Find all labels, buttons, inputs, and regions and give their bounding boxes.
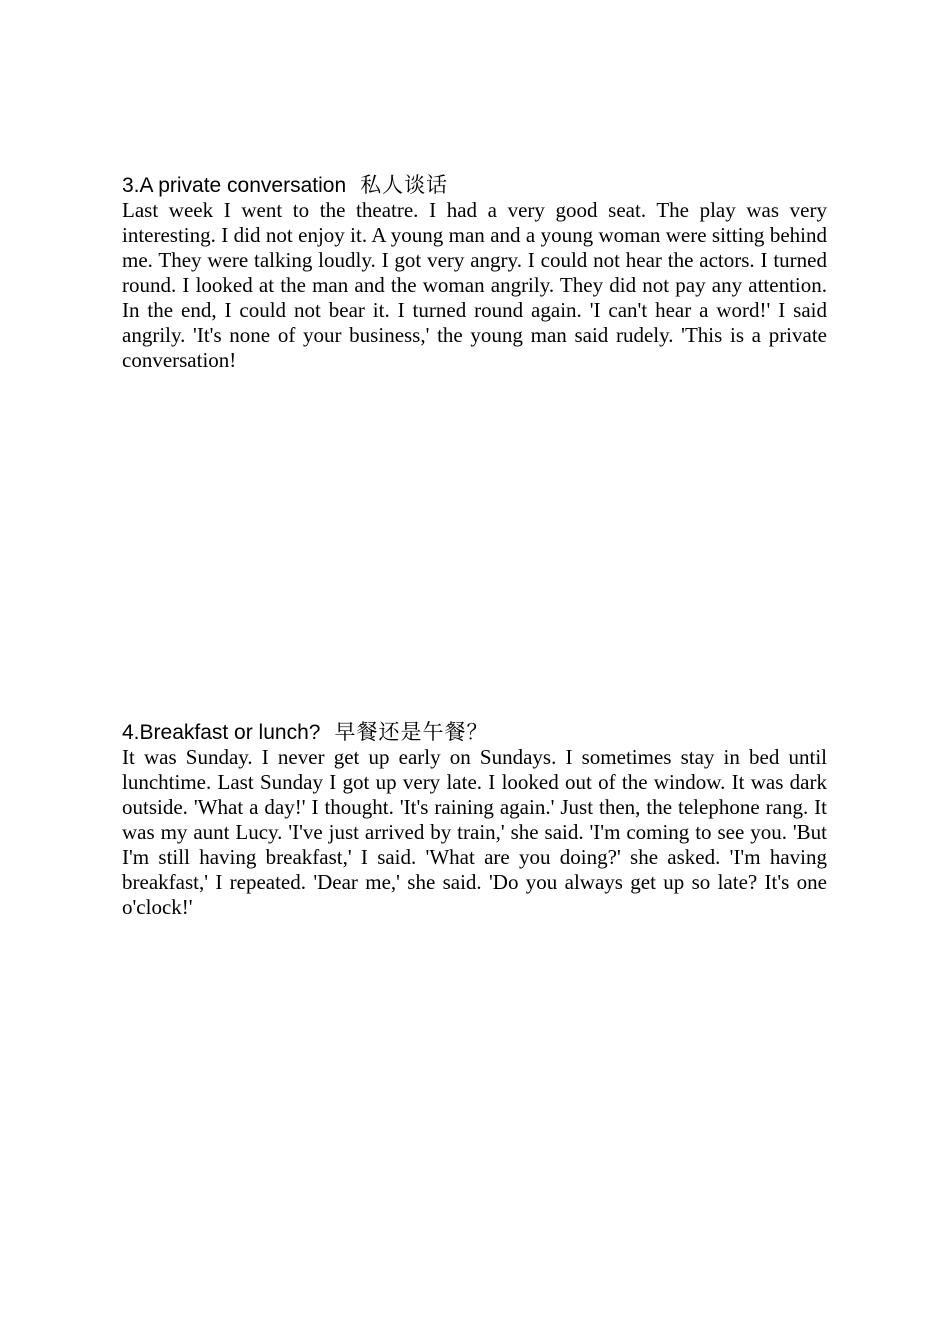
lesson-3-section xyxy=(122,173,827,373)
lesson-3-text: Last week I went to the theatre. I had a very good seat. The play was very interesting. I did not enjoy it. A young man and a young woman were sitting behind me. They were talking loudly. I got very angry. I could not hear the actors. I turned round. I looked at the man and the woman angrily. They did not pay any attention. In the end, I could not bear it. I turned round again. 'I can't hear a word!' I said angrily. 'It's none of your business,' the young man said rudely. 'This is a private conversation! xyxy=(122,198,827,372)
lesson-3-title xyxy=(122,173,827,198)
lesson-3-title-chinese: 私人谈话 xyxy=(360,173,449,197)
lesson-4-text: It was Sunday. I never get up early on Sundays. I sometimes stay in bed until lunchtime. Last Sunday I got up very late. I looked out of the window. It was dark outside. 'What a day!' I thought. 'It's raining again.' Just then, the telephone rang. It was my aunt Lucy. 'I've just arrived by train,' she said. 'I'm coming to see you. 'But I'm still having breakfast,' I said. 'What are you doing?' she asked. 'I'm having breakfast,' I repeated. 'Dear me,' she said. 'Do you always get up so late? It's one o'clock!' xyxy=(122,745,827,919)
lesson-4-title xyxy=(122,720,827,745)
lesson-4-title-english: 4.Breakfast or lunch? xyxy=(122,721,321,744)
lesson-4-section xyxy=(122,720,827,920)
lesson-3-title-english: 3.A private conversation xyxy=(122,174,347,197)
lesson-4-title-chinese: 早餐还是午餐？ xyxy=(334,720,489,744)
